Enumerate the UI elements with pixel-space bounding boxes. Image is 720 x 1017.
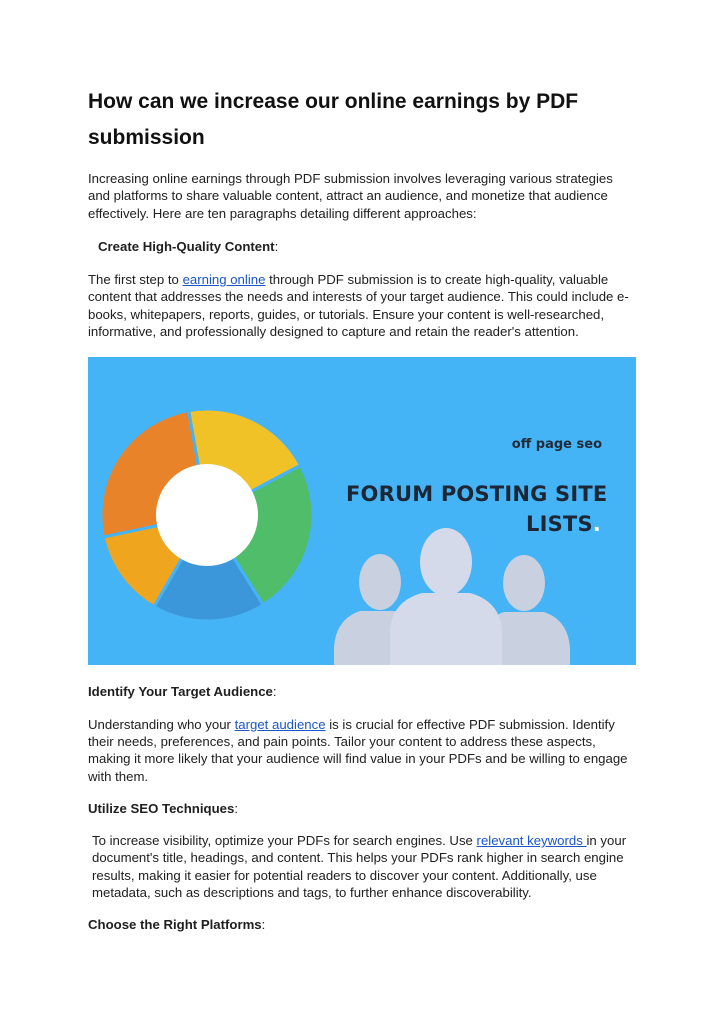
section-heading-target-audience xyxy=(88,683,636,700)
banner-title-line-1: FORUM POSTING SITE xyxy=(346,482,608,507)
section-title: Create High-Quality Content xyxy=(98,238,275,254)
banner-title-line-2 xyxy=(526,512,601,536)
donut-illustration xyxy=(101,409,313,621)
section-colon: : xyxy=(234,800,238,816)
document-page xyxy=(88,84,636,934)
section-title: Utilize SEO Techniques xyxy=(88,800,235,816)
paragraph-text: The first step to xyxy=(88,272,183,288)
banner-title-dot: . xyxy=(592,512,601,537)
relevant-keywords-link[interactable]: relevant keywords xyxy=(476,833,587,849)
paragraph-text: To increase visibility, optimize your PDFs for search engines. Use xyxy=(92,833,477,849)
section-colon: : xyxy=(274,238,279,254)
banner-title-text: LISTS xyxy=(526,512,593,537)
section-heading-seo xyxy=(88,800,636,817)
paragraph-text: Understanding who your xyxy=(88,716,235,732)
section-heading-platforms xyxy=(88,916,636,933)
donut-hole xyxy=(156,464,258,566)
banner-small-caption: off page seo xyxy=(511,437,602,453)
paragraph-text: through PDF submission is to create high-quality, valuable content that addresses the needs and interests of your target audience. This could include e-books, whitepapers, reports, guides, or tutorials. Ensure your content is well-researched, informative, and professionally designed to capture and retain the reader's attention. xyxy=(88,272,629,340)
people-silhouettes-icon xyxy=(334,528,570,665)
section-paragraph-create-content xyxy=(88,271,636,340)
section-title: Identify Your Target Audience xyxy=(88,684,273,700)
section-colon: : xyxy=(261,917,266,933)
section-colon: : xyxy=(272,684,277,700)
target-audience-link[interactable]: target audience xyxy=(234,716,326,732)
paragraph-text: in your document's title, headings, and content. This helps your PDFs rank higher in search engine results, making it easier for potential readers to discover your content. Additionally, use metadata, such as descriptions and tags, to further enhance discoverability. xyxy=(92,833,627,901)
earning-online-link[interactable]: earning online xyxy=(182,272,266,288)
page-title: How can we increase our online earnings by PDF submission xyxy=(88,90,579,149)
forum-posting-banner-image xyxy=(88,357,636,665)
section-paragraph-target-audience xyxy=(88,716,636,785)
section-paragraph-seo xyxy=(88,832,636,901)
paragraph-text: is is crucial for effective PDF submission. Identify their needs, preferences, and pain points. Tailor your content to address these aspects, making it more likely that your audience will find value in your PDFs and be willing to engage with them. xyxy=(88,716,628,784)
banner-graphic xyxy=(88,357,636,665)
section-heading-create-content xyxy=(88,238,636,255)
intro-paragraph: Increasing online earnings through PDF submission involves leveraging various strategies and platforms to share valuable content, attract an audience, and monetize that audience effectively. Here are ten paragraphs detailing different approaches: xyxy=(88,171,613,221)
section-title: Choose the Right Platforms xyxy=(88,917,262,933)
